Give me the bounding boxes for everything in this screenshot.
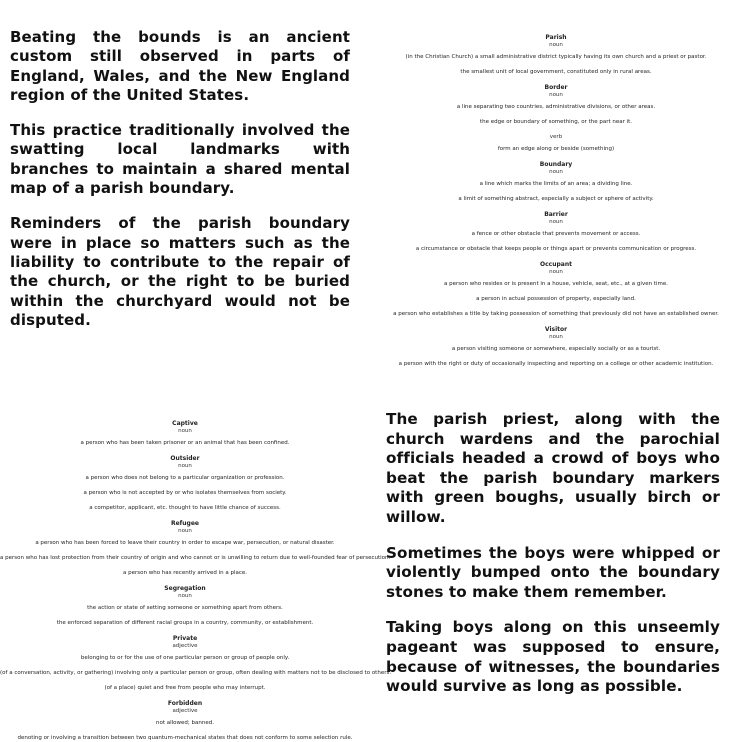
definition-entry <box>372 134 740 153</box>
definition-text: denoting or involving a transition between two quantum-mechanical states that does not conform to some selection rule. <box>17 735 353 741</box>
top-left-text-panel <box>0 0 370 370</box>
part-of-speech: noun <box>178 428 192 434</box>
definition-text: the enforced separation of different racial groups in a country, community, or establishment. <box>56 620 314 626</box>
definition-term: Parish <box>545 34 567 41</box>
definition-entry <box>0 585 370 627</box>
part-of-speech: noun <box>549 269 563 275</box>
part-of-speech: noun <box>178 593 192 599</box>
definition-term: Barrier <box>544 211 568 218</box>
definition-text: a person in actual possession of property, especially land. <box>476 296 636 302</box>
bottom-right-text-panel <box>370 370 740 740</box>
definition-term: Private <box>172 635 198 642</box>
part-of-speech: noun <box>178 463 192 469</box>
definition-text: a competitor, applicant, etc. thought to have little chance of success. <box>89 505 281 511</box>
definition-text: a circumstance or obstacle that keeps people or things apart or prevents communication or progress. <box>415 246 697 252</box>
definition-entry <box>0 520 391 577</box>
definition-entry <box>372 161 740 203</box>
paragraph: This practice traditionally involved the swatting local landmarks with branches to maintain a shared mental map of a parish boundary. <box>10 121 350 198</box>
definition-text: a person who resides or is present in a house, vehicle, seat, etc., at a given time. <box>444 281 668 287</box>
paragraph: The parish priest, along with the church wardens and the parochial officials headed a crowd of boys who beat the parish boundary markers with green boughs, usually birch or willow. <box>386 410 720 526</box>
paragraph: Beating the bounds is an ancient custom still observed in parts of England, Wales, and the New England region of the United States. <box>10 28 350 104</box>
definition-term: Border <box>544 84 568 91</box>
definition-entry <box>0 700 370 742</box>
part-of-speech: noun <box>178 528 192 534</box>
definition-text: a fence or other obstacle that prevents movement or access. <box>471 231 641 237</box>
definition-term: Boundary <box>539 161 573 168</box>
definition-entry <box>372 84 740 126</box>
bottom-left-definitions-panel <box>0 370 392 741</box>
definition-text: a person visiting someone or somewhere, especially socially or as a tourist. <box>451 346 661 352</box>
part-of-speech: noun <box>549 42 563 48</box>
definition-text: (of a place) quiet and free from people who may interrupt. <box>104 685 266 691</box>
definition-text: the smallest unit of local government, constituted only in rural areas. <box>460 69 652 75</box>
definition-text: a person with the right or duty of occasionally inspecting and reporting on a college or other academic institution. <box>398 361 714 367</box>
definition-term: Occupant <box>540 261 572 268</box>
definition-text: form an edge along or beside (something) <box>497 146 615 152</box>
definition-text: a person who does not belong to a particular organization or profession. <box>85 475 285 481</box>
definition-text: a person who has lost protection from their country of origin and who cannot or is unwilling to return due to well-founded fear of persecution. <box>0 555 391 561</box>
part-of-speech: noun <box>549 169 563 175</box>
definition-text: a person who has been forced to leave their country in order to escape war, persecution, or natural disaster. <box>35 540 335 546</box>
definition-text: a line which marks the limits of an area; a dividing line. <box>479 181 633 187</box>
part-of-speech: verb <box>549 134 563 140</box>
part-of-speech: adjective <box>172 643 198 649</box>
definition-entry <box>0 420 370 447</box>
definition-term: Refugee <box>170 520 199 527</box>
definition-term: Segregation <box>164 585 206 592</box>
paragraph: Reminders of the parish boundary were in place so matters such as the liability to contribute to the repair of the church, or the right to be buried within the churchyard would not be disputed. <box>10 214 350 329</box>
part-of-speech: noun <box>549 334 563 340</box>
definition-entry <box>0 455 370 512</box>
definition-text: a limit of something abstract, especially a subject or sphere of activity. <box>458 196 654 202</box>
definition-text: (in the Christian Church) a small administrative district typically having its own church and a priest or pastor. <box>405 54 707 60</box>
definition-text: the edge or boundary of something, or the part near it. <box>479 119 633 125</box>
definition-entry <box>0 635 392 692</box>
paragraph: Taking boys along on this unseemly pageant was supposed to ensure, because of witnesses, the boundaries would survive as long as possible. <box>386 618 720 696</box>
definition-text: a person who has been taken prisoner or an animal that has been confined. <box>80 440 290 446</box>
part-of-speech: noun <box>549 92 563 98</box>
definition-entry <box>372 261 740 318</box>
top-right-definitions-panel <box>372 0 740 370</box>
definition-entry <box>372 211 740 253</box>
definition-entry <box>372 34 740 76</box>
definition-term: Outsider <box>170 455 200 462</box>
definition-term: Forbidden <box>167 700 203 707</box>
definition-text: a person who establishes a title by taking possession of something that previously did not have an established owner. <box>393 311 719 317</box>
paragraph: Sometimes the boys were whipped or violently bumped onto the boundary stones to make them remember. <box>386 543 720 601</box>
definition-text: a person who has recently arrived in a place. <box>122 570 248 576</box>
definition-text: a line separating two countries, administrative divisions, or other areas. <box>456 104 656 110</box>
part-of-speech: noun <box>549 219 563 225</box>
definition-text: a person who is not accepted by or who isolates themselves from society. <box>83 490 287 496</box>
definition-text: belonging to or for the use of one particular person or group of people only. <box>80 655 290 661</box>
part-of-speech: adjective <box>172 708 198 714</box>
definition-text: the action or state of setting someone or something apart from others. <box>87 605 283 611</box>
definition-entry <box>372 326 740 368</box>
definition-term: Visitor <box>544 326 568 333</box>
definition-term: Captive <box>172 420 198 427</box>
definition-text: not allowed; banned. <box>156 720 214 726</box>
definition-text: (of a conversation, activity, or gathering) involving only a particular person or group, often dealing with matters not to be disclosed to others. <box>0 670 392 676</box>
